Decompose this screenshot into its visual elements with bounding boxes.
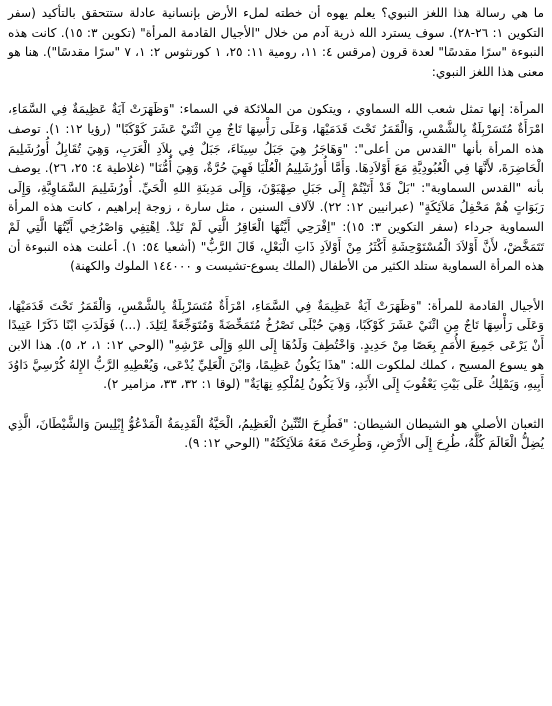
paragraph-offspring: الأجيال القادمة للمرأة: "وَظَهَرَتْ آيَةٌ عَظِيمَةٌ فِي السَّمَاءِ، امْرَأَةٌ مُتَسَرْبِلَةٌ بِالشَّمْسِ، وَالْقَمَرُ تَحْتَ قَدَمَيْهَا، وَعَلَى رَأْسِهَا تَاجٌ مِنِ اثْنَيْ عَشَرَ كَوْكَبًا، وَهِيَ حُبْلَى تَصْرُخُ مُتَمَخِّضَةً وَمُتَوَجِّعَةً لِتَلِدَ. (...) فَوَلَدَتِ ابْنًا ذَكَرًا عَتِيدًا أَنْ يَرْعَى جَمِيعَ الأُمَمِ بِعَصًا مِنْ حَدِيدٍ. وَاخْتُطِفَ وَلَدُهَا إِلَى اللهِ وَإِلَى عَرْشِهِ" (الوحي ١٢: ١، ٢، ٥). هذا الابن هو يسوع المسيح ، كملك لملكوت الله: "هذَا يَكُونُ عَظِيمًا، وَابْنَ الْعَلِيِّ يُدْعَى، وَيُعْطِيهِ الرَّبُّ الإِلهُ كُرْسِيَّ دَاوُدَ أَبِيهِ، وَيَمْلِكُ عَلَى بَيْتِ يَعْقُوبَ إِلَى الأَبَدِ، وَلاَ يَكُونُ لِمُلْكِهِ نِهَايَةٌ" (لوقا ١: ٣٢، ٣٣، مزامير ٢). [8,298,545,392]
paragraph-intro: ما هي رسالة هذا اللغز النبوي؟ يعلم يهوه أن خطته لملء الأرض بإنسانية عادلة ستتحقق بالتأكيد (سفر التكوين ١: ٢٦-٢٨). سوف يسترد الله ذرية آدم من خلال "الأجيال القادمة المرأة" (تكوين ٣: ١٥). كانت هذه النبوءة "سرًا مقدسًا" لعدة قرون (مرقس ٤: ١١، رومية ١١: ٢٥، ١ كورنثوس ٢: ١، ٧ "سرًا مقدسًا"). هنا هو معنى هذا اللغز النبوي: [8,6,545,79]
paragraph-woman: المرأة: إنها تمثل شعب الله السماوي ، ويتكون من الملائكة في السماء: "وَظَهَرَتْ آيَةٌ عَظِيمَةٌ فِي السَّمَاءِ، امْرَأَةٌ مُتَسَرْبِلَةٌ بِالشَّمْسِ، وَالْقَمَرُ تَحْتَ قَدَمَيْهَا، وَعَلَى رَأْسِهَا تَاجٌ مِنِ اثْنَيْ عَشَرَ كَوْكَبًا" (رؤيا ١٢: ١). توصف هذه المرأة بأنها "القدس من أعلى": "وَهَاجَرُ هِيَ جَبَلُ سِينَاءَ، جَبَلٌ فِي بِلاَدِ الْعَرَبِ، وَهِيَ تُقَابِلُ أُورُشَلِيمَ الْحَاضِرَةَ، لأَنَّهَا فِي الْعُبُودِيَّةِ مَعَ أَوْلاَدِهَا. وَأَمَّا أُورُشَلِيمُ الْعُلْيَا فَهِيَ حُرَّةٌ، وَهِيَ أُمُّنَا" (غلاطية ٤: ٢٥، ٢٦). يوصف بأنه "القدس السماوية": "بَلْ قَدْ أَتَيْتُمْ إِلَى جَبَلِ صِهْيَوْنَ، وَإِلَى مَدِينَةِ اللهِ الْحَيِّ. أُورُشَلِيمَ السَّمَاوِيَّةِ، وَإِلَى رَبَوَاتٍ هُمْ مَحْفِلُ مَلاَئِكَةٍ" (عبرانيين ١٢: ٢٢). لآلاف السنين ، مثل سارة ، زوجة إبراهيم ، كانت هذه المرأة السماوية جرداء (سفر التكوين ٣: ١٥): "اِفْرَحِي أَيَّتُهَا الْعَاقِرُ الَّتِي لَمْ تَلِدْ. اِهْتِفِي وَاصْرُخِي أَيَّتُهَا الَّتِي لَمْ تَتَمَخَّضْ، لأَنَّ أَوْلاَدَ الْمُسْتَوْحِشَةِ أَكْثَرُ مِنْ أَوْلاَدِ ذَاتِ الْبَعْلِ، قَالَ الرَّبُّ" (أشعيا ٥٤: ١). أعلنت هذه النبوءة أن هذه المرأة السماوية ستلد الكثير من الأطفال (الملك يسوع-تشيست و ١٤٤٠٠٠ الملوك والكهنة) [8,102,545,274]
paragraph-serpent: الثعبان الأصلي هو الشيطان الشيطان: "فَطُرِحَ التِّنِّينُ الْعَظِيمُ، الْحَيَّةُ الْقَدِيمَةُ الْمَدْعُوُّ إِبْلِيسَ وَالشَّيْطَانَ، الَّذِي يُضِلُّ الْعَالَمَ كُلَّهُ، طُرِحَ إِلَى الأَرْضِ، وَطُرِحَتْ مَعَهُ مَلاَئِكَتُهُ" (الوحي ١٢: ٩). [8,416,544,451]
